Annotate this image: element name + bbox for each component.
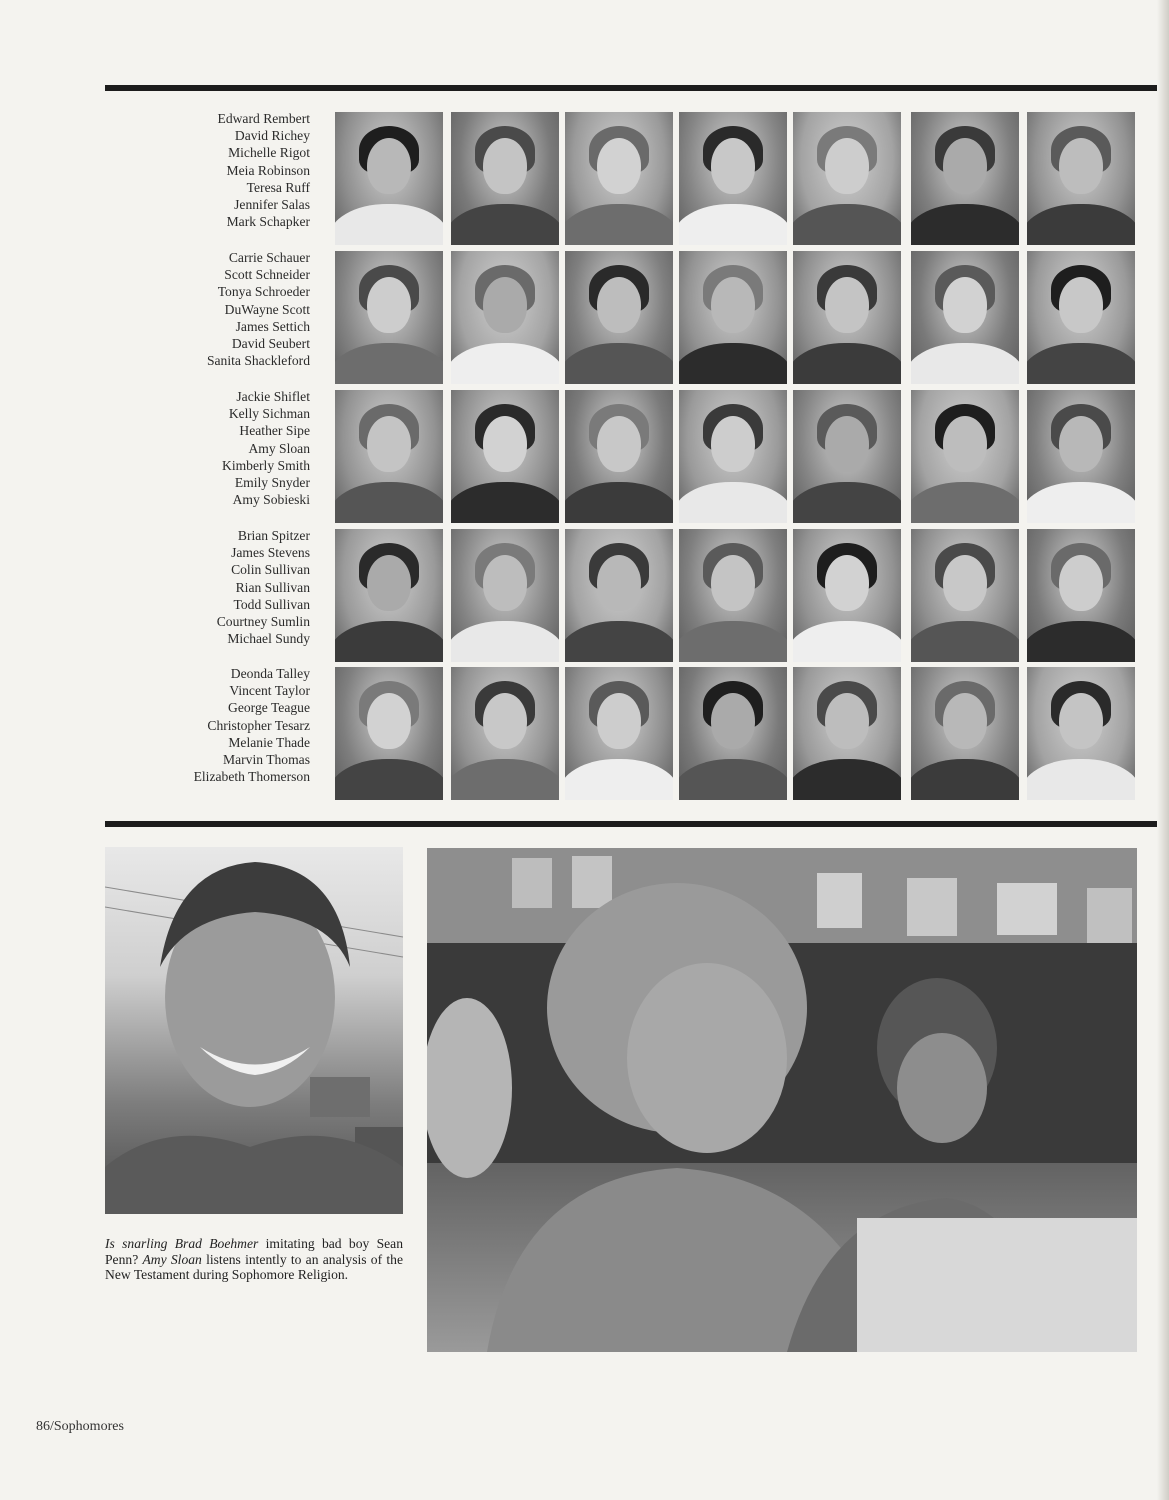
- candid-photo-boy: [105, 847, 403, 1214]
- name-list-row-5: [130, 665, 310, 785]
- portrait-clothing: [335, 482, 443, 523]
- student-portrait: [1027, 667, 1135, 800]
- student-portrait: [679, 251, 787, 384]
- student-name: Rian Sullivan: [235, 579, 310, 595]
- student-portrait: [793, 390, 901, 523]
- student-portrait: [679, 390, 787, 523]
- student-name: Michael Sundy: [227, 631, 310, 647]
- page-folio: 86/Sophomores: [36, 1419, 124, 1434]
- student-portrait: [793, 529, 901, 662]
- portrait-face: [711, 555, 755, 611]
- portrait-clothing: [679, 759, 787, 800]
- name-list-row-1: [130, 110, 310, 230]
- portrait-face: [483, 277, 527, 333]
- portrait-clothing: [451, 759, 559, 800]
- top-rule: [105, 85, 1169, 91]
- portrait-face: [825, 693, 869, 749]
- portrait-face: [597, 693, 641, 749]
- student-name: Edward Rembert: [217, 111, 310, 126]
- portrait-face: [1059, 555, 1103, 611]
- student-name: Heather Sipe: [239, 423, 310, 439]
- portrait-clothing: [911, 204, 1019, 245]
- name-list-row-3: [130, 388, 310, 508]
- portrait-face: [711, 416, 755, 472]
- portrait-face: [943, 555, 987, 611]
- page-edge-shadow: [1157, 0, 1169, 1500]
- student-name: Melanie Thade: [228, 734, 310, 750]
- student-portrait: [565, 390, 673, 523]
- portrait-face: [597, 277, 641, 333]
- caption-name-1: Is snarling Brad Boehmer: [105, 1236, 259, 1251]
- portrait-clothing: [679, 482, 787, 523]
- student-name: Vincent Taylor: [229, 683, 310, 699]
- student-name: Deonda Talley: [230, 666, 310, 681]
- student-name: Amy Sobieski: [232, 492, 310, 508]
- student-portrait: [451, 112, 559, 245]
- portrait-clothing: [911, 621, 1019, 662]
- portrait-face: [1059, 416, 1103, 472]
- portrait-clothing: [335, 759, 443, 800]
- portrait-clothing: [793, 621, 901, 662]
- student-name: Brian Spitzer: [237, 528, 310, 543]
- student-name: Kimberly Smith: [222, 457, 310, 473]
- name-list-row-2: [130, 249, 310, 369]
- student-portrait: [911, 667, 1019, 800]
- student-name: Jackie Shiflet: [236, 389, 310, 404]
- caption-text-1: imitating bad boy Sean Penn?: [105, 1236, 404, 1267]
- portrait-clothing: [793, 482, 901, 523]
- photo-caption: [105, 1236, 403, 1283]
- portrait-face: [825, 277, 869, 333]
- portrait-face: [367, 416, 411, 472]
- student-portrait: [1027, 390, 1135, 523]
- student-portrait: [793, 251, 901, 384]
- student-name: Meia Robinson: [226, 162, 310, 178]
- portrait-clothing: [565, 204, 673, 245]
- student-portrait: [335, 529, 443, 662]
- portrait-face: [1059, 693, 1103, 749]
- portrait-face: [597, 555, 641, 611]
- portrait-clothing: [451, 204, 559, 245]
- student-name: Colin Sullivan: [231, 562, 310, 578]
- student-name: Emily Snyder: [234, 475, 310, 491]
- student-name: David Seubert: [231, 336, 310, 352]
- student-name: Jennifer Salas: [234, 197, 310, 213]
- portrait-clothing: [565, 621, 673, 662]
- student-portrait: [565, 667, 673, 800]
- student-name: Marvin Thomas: [223, 752, 310, 768]
- portrait-face: [597, 138, 641, 194]
- portrait-face: [483, 555, 527, 611]
- portrait-clothing: [335, 621, 443, 662]
- student-name: Elizabeth Thomerson: [193, 769, 310, 785]
- student-name: Michelle Rigot: [228, 145, 310, 161]
- portrait-face: [825, 555, 869, 611]
- portrait-face: [943, 277, 987, 333]
- portrait-clothing: [793, 759, 901, 800]
- student-portrait: [565, 529, 673, 662]
- caption-text-2: listens intently to an analysis of the New Testament during Sophomore Religion.: [105, 1251, 403, 1282]
- portrait-face: [1059, 277, 1103, 333]
- student-name: Christopher Tesarz: [207, 717, 310, 733]
- portrait-face: [367, 138, 411, 194]
- student-name: Mark Schapker: [226, 214, 310, 230]
- student-portrait: [1027, 251, 1135, 384]
- student-portrait: [911, 390, 1019, 523]
- portrait-face: [367, 555, 411, 611]
- portrait-face: [367, 693, 411, 749]
- student-name: Scott Schneider: [224, 267, 310, 283]
- student-portrait: [911, 529, 1019, 662]
- student-name: James Stevens: [231, 545, 310, 561]
- portrait-clothing: [911, 343, 1019, 384]
- student-name: James Settich: [235, 318, 310, 334]
- portrait-clothing: [565, 482, 673, 523]
- student-portrait: [451, 390, 559, 523]
- portrait-clothing: [1027, 621, 1135, 662]
- student-portrait: [451, 667, 559, 800]
- student-name: Todd Sullivan: [233, 596, 310, 612]
- portrait-clothing: [1027, 343, 1135, 384]
- student-portrait: [793, 667, 901, 800]
- portrait-face: [483, 416, 527, 472]
- portrait-clothing: [451, 343, 559, 384]
- portrait-clothing: [793, 343, 901, 384]
- portrait-face: [943, 138, 987, 194]
- student-portrait: [911, 112, 1019, 245]
- portrait-clothing: [1027, 759, 1135, 800]
- student-portrait: [565, 251, 673, 384]
- student-portrait: [1027, 112, 1135, 245]
- portrait-clothing: [565, 759, 673, 800]
- student-name: Kelly Sichman: [228, 406, 310, 422]
- name-list-row-4: [130, 527, 310, 647]
- portrait-clothing: [679, 343, 787, 384]
- student-portrait: [451, 529, 559, 662]
- portrait-face: [943, 416, 987, 472]
- student-name: Sanita Shackleford: [206, 353, 310, 369]
- student-name: George Teague: [228, 700, 310, 716]
- caption-name-2: Amy Sloan: [142, 1251, 202, 1267]
- portrait-clothing: [451, 621, 559, 662]
- student-portrait: [335, 112, 443, 245]
- student-portrait: [335, 390, 443, 523]
- portrait-clothing: [911, 482, 1019, 523]
- portrait-face: [1059, 138, 1103, 194]
- bottom-rule: [105, 821, 1169, 827]
- student-name: Carrie Schauer: [228, 250, 310, 265]
- student-name: Tonya Schroeder: [217, 284, 310, 300]
- student-portrait: [451, 251, 559, 384]
- student-name: Courtney Sumlin: [216, 614, 310, 630]
- portrait-clothing: [1027, 482, 1135, 523]
- student-portrait: [335, 667, 443, 800]
- portrait-clothing: [565, 343, 673, 384]
- portrait-face: [483, 138, 527, 194]
- portrait-clothing: [679, 621, 787, 662]
- student-portrait: [1027, 529, 1135, 662]
- student-name: DuWayne Scott: [224, 301, 310, 317]
- student-name: Amy Sloan: [248, 440, 310, 456]
- portrait-clothing: [335, 204, 443, 245]
- student-portrait: [679, 529, 787, 662]
- portrait-clothing: [911, 759, 1019, 800]
- portrait-face: [825, 138, 869, 194]
- student-portrait: [793, 112, 901, 245]
- portrait-face: [597, 416, 641, 472]
- student-portrait: [565, 112, 673, 245]
- portrait-face: [711, 138, 755, 194]
- student-portrait: [911, 251, 1019, 384]
- portrait-face: [367, 277, 411, 333]
- portrait-face: [825, 416, 869, 472]
- portrait-clothing: [335, 343, 443, 384]
- portrait-clothing: [793, 204, 901, 245]
- portrait-clothing: [1027, 204, 1135, 245]
- portrait-face: [711, 693, 755, 749]
- portrait-face: [483, 693, 527, 749]
- student-name: David Richey: [234, 128, 310, 144]
- portrait-face: [943, 693, 987, 749]
- classroom-photo: [427, 848, 1137, 1352]
- student-portrait: [335, 251, 443, 384]
- student-portrait: [679, 112, 787, 245]
- portrait-face: [711, 277, 755, 333]
- student-portrait: [679, 667, 787, 800]
- portrait-clothing: [451, 482, 559, 523]
- portrait-clothing: [679, 204, 787, 245]
- student-name: Teresa Ruff: [246, 179, 310, 195]
